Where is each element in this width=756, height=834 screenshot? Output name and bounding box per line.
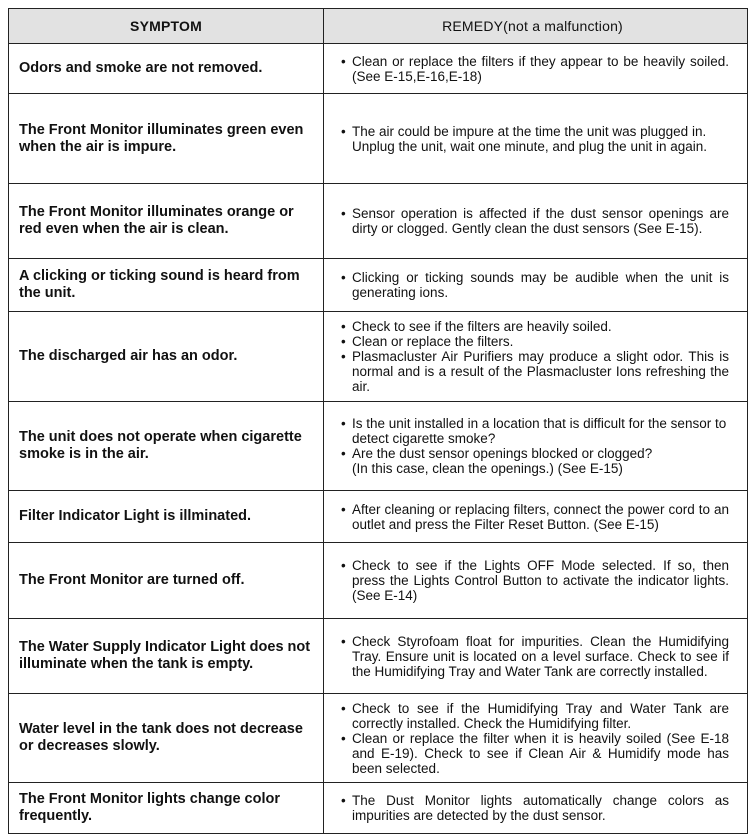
remedy-cell	[324, 312, 747, 401]
troubleshooting-table	[8, 8, 748, 834]
table-row	[9, 401, 747, 490]
symptom-cell: The Front Monitor are turned off.	[9, 543, 324, 618]
table-row	[9, 258, 747, 311]
table-row	[9, 618, 747, 693]
remedy-item: • Check to see if the filters are heavily soiled.	[336, 319, 729, 334]
remedy-item: (In this case, clean the openings.) (See E-15)	[352, 461, 623, 476]
remedy-item: • Check to see if the Humidifying Tray and Water Tank are correctly installed. Check the Humidifying filter.	[336, 701, 729, 731]
remedy-cell	[324, 783, 747, 833]
table-row	[9, 93, 747, 183]
table-row	[9, 183, 747, 258]
remedy-item: • Is the unit installed in a location that is difficult for the sensor to detect cigarette smoke?	[336, 416, 729, 446]
symptom-header: SYMPTOM	[9, 9, 324, 43]
table-row	[9, 43, 747, 93]
remedy-cell	[324, 694, 747, 782]
symptom-cell: The Front Monitor illuminates green even when the air is impure.	[9, 94, 324, 183]
remedy-item: • Check Styrofoam float for impurities. Clean the Humidifying Tray. Ensure unit is located on a level surface. Check to see if the Humidifying Tray and Water Tank are correctly installed.	[336, 634, 729, 679]
symptom-cell: The Water Supply Indicator Light does not illuminate when the tank is empty.	[9, 619, 324, 693]
table-row	[9, 311, 747, 401]
remedy-item: • Are the dust sensor openings blocked or clogged?	[336, 446, 729, 461]
remedy-item: • The Dust Monitor lights automatically change colors as impurities are detected by the dust sensor.	[336, 793, 729, 823]
remedy-cell	[324, 543, 747, 618]
remedy-item: • After cleaning or replacing filters, connect the power cord to an outlet and press the Filter Reset Button. (See E-15)	[336, 502, 729, 532]
symptom-cell: The discharged air has an odor.	[9, 312, 324, 401]
symptom-cell: Water level in the tank does not decrease or decreases slowly.	[9, 694, 324, 782]
remedy-item: • Clean or replace the filters.	[336, 334, 729, 349]
remedy-cell	[324, 94, 747, 183]
table-row	[9, 693, 747, 782]
remedy-cell	[324, 184, 747, 258]
remedy-item: • Check to see if the Lights OFF Mode selected. If so, then press the Lights Control Button to activate the indicator lights. (See E-14)	[336, 558, 729, 603]
remedy-item: • The air could be impure at the time the unit was plugged in.	[336, 124, 729, 139]
remedy-header: REMEDY(not a malfunction)	[442, 17, 623, 34]
table-row	[9, 542, 747, 618]
remedy-cell	[324, 402, 747, 490]
symptom-cell: Odors and smoke are not removed.	[9, 44, 324, 93]
remedy-cell	[324, 44, 747, 93]
table-header	[9, 9, 747, 43]
remedy-item: • Plasmacluster Air Purifiers may produce a slight odor. This is normal and is a result of the Plasmacluster Ions refreshing the air.	[336, 349, 729, 394]
symptom-cell: Filter Indicator Light is illminated.	[9, 491, 324, 542]
remedy-cell	[324, 491, 747, 542]
table-row	[9, 490, 747, 542]
symptom-cell: The Front Monitor lights change color frequently.	[9, 783, 324, 833]
remedy-item: Unplug the unit, wait one minute, and plug the unit in again.	[352, 138, 707, 154]
table-row	[9, 782, 747, 833]
remedy-cell	[324, 619, 747, 693]
symptom-cell: The unit does not operate when cigarette smoke is in the air.	[9, 402, 324, 490]
remedy-item: • Clean or replace the filters if they appear to be heavily soiled. (See E-15,E-16,E-18)	[336, 54, 729, 84]
remedy-item: • Clicking or ticking sounds may be audible when the unit is generating ions.	[336, 270, 729, 300]
remedy-item: • Clean or replace the filter when it is heavily soiled (See E-18 and E-19). Check to see if Clean Air & Humidify mode has been selected.	[336, 731, 729, 776]
remedy-item: • Sensor operation is affected if the dust sensor openings are dirty or clogged. Gently clean the dust sensors (See E-15).	[336, 206, 729, 236]
symptom-cell: The Front Monitor illuminates orange or red even when the air is clean.	[9, 184, 324, 258]
symptom-cell: A clicking or ticking sound is heard from the unit.	[9, 259, 324, 311]
remedy-cell	[324, 259, 747, 311]
